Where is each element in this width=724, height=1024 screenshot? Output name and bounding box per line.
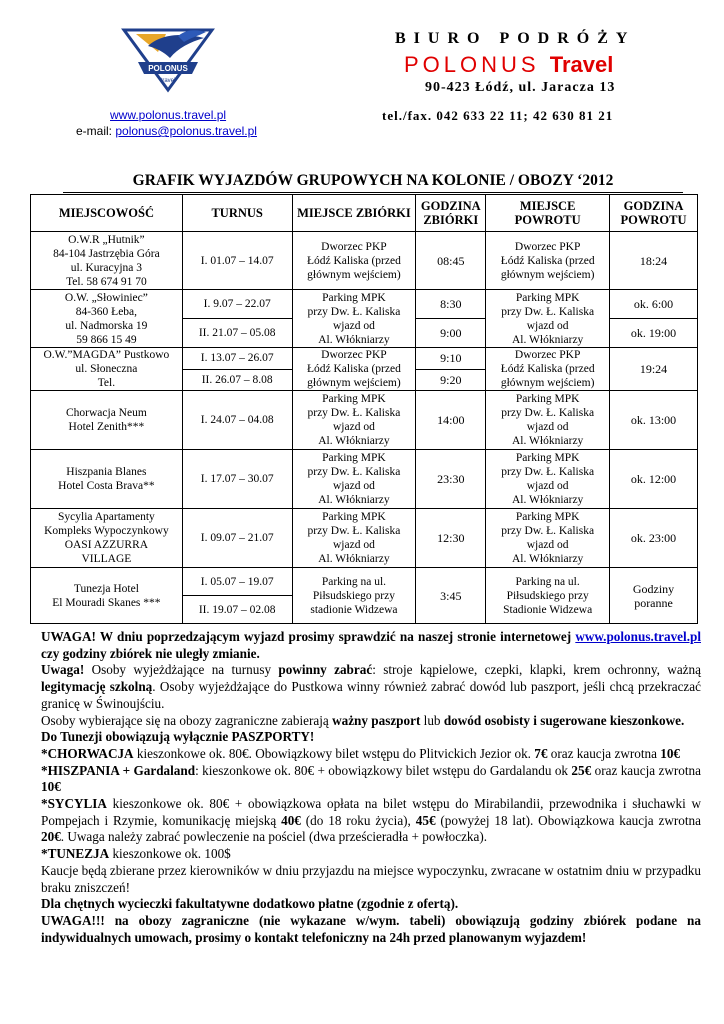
cell-time: 12:30 bbox=[416, 509, 486, 568]
cell-time: 9:00 bbox=[416, 319, 486, 348]
note-optional-trips: Dla chętnych wycieczki fakultatywne dodatkowo płatne (zgodnie z ofertą). bbox=[41, 896, 459, 912]
table-row bbox=[31, 509, 698, 568]
cell-meet: Parking MPK przy Dw. Ł. Kaliska wjazd od Al. Włókniarzy bbox=[292, 509, 416, 568]
note-check-website: UWAGA! W dniu poprzedzającym wyjazd prosimy sprawdzić na naszej stronie internetowej www.polonus.travel.pl czy godziny zbiórek nie uległy zmianie. bbox=[41, 629, 701, 661]
table-header-row bbox=[31, 195, 698, 232]
cell-return-time: ok. 23:00 bbox=[610, 509, 698, 568]
cell-meet: Parking MPK przy Dw. Ł. Kaliska wjazd od Al. Włókniarzy bbox=[292, 450, 416, 509]
telfax: tel./fax. 042 633 22 11; 42 630 81 21 bbox=[382, 108, 614, 123]
table-row bbox=[31, 232, 698, 290]
cell-turnus: I. 05.07 – 19.07 bbox=[182, 568, 292, 596]
cell-return: Parking MPK przy Dw. Ł. Kaliska wjazd od Al. Włókniarzy bbox=[486, 509, 610, 568]
col-header-time: GODZINA ZBIÓRKI bbox=[416, 195, 486, 232]
cell-place: O.W. „Słowiniec” 84-360 Łeba, ul. Nadmorska 19 59 866 15 49 bbox=[31, 290, 183, 348]
company-line1: BIURO PODRÓŻY bbox=[395, 30, 636, 47]
notes-section bbox=[41, 629, 701, 946]
cell-place: O.W.”MAGDA” Pustkowo ul. Słoneczna Tel. bbox=[31, 348, 183, 391]
cell-meet: Parking na ul. Piłsudskiego przy stadionie Widzewa bbox=[292, 568, 416, 624]
cell-return: Parking na ul. Piłsudskiego przy Stadionie Widzewa bbox=[486, 568, 610, 624]
svg-text:POLONUS: POLONUS bbox=[148, 64, 188, 73]
cell-turnus: I. 17.07 – 30.07 bbox=[182, 450, 292, 509]
email-label: e-mail: bbox=[76, 124, 113, 138]
cell-turnus: I. 9.07 – 22.07 bbox=[182, 290, 292, 319]
note-spain: *HISZPANIA + Gardaland: kieszonkowe ok. 80€ + obowiązkowy bilet wstępu do Gardalandu ok 25€ oraz kaucja zwrotna 10€ bbox=[41, 762, 701, 795]
cell-place: Sycylia Apartamenty Kompleks Wypoczynkowy OASI AZZURRA VILLAGE bbox=[31, 509, 183, 568]
company-address: 90-423 Łódź, ul. Jaracza 13 bbox=[425, 80, 616, 95]
company-name bbox=[404, 52, 613, 78]
schedule-table bbox=[30, 194, 698, 624]
cell-meet: Dworzec PKP Łódź Kaliska (przed głównym wejściem) bbox=[292, 232, 416, 290]
cell-time: 08:45 bbox=[416, 232, 486, 290]
note-tunisia-passports: Do Tunezji obowiązują wyłącznie PASZPORTY! bbox=[41, 729, 315, 745]
cell-place: Chorwacja Neum Hotel Zenith*** bbox=[31, 391, 183, 450]
cell-turnus: I. 01.07 – 14.07 bbox=[182, 232, 292, 290]
cell-place: Tunezja Hotel El Mouradi Skanes *** bbox=[31, 568, 183, 624]
cell-return-time: ok. 12:00 bbox=[610, 450, 698, 509]
table-row bbox=[31, 568, 698, 596]
cell-meet: Parking MPK przy Dw. Ł. Kaliska wjazd od Al. Włókniarzy bbox=[292, 290, 416, 348]
note-croatia: *CHORWACJA kieszonkowe ok. 80€. Obowiązkowy bilet wstępu do Plitvickich Jezior ok. 7€ oraz kaucja zwrotna 10€ bbox=[41, 745, 681, 761]
note-sicily: *SYCYLIA kieszonkowe ok. 80€ + obowiązkowa opłata na bilet wstępu do Mirabilandii, przewodnika i słuchawki w Pompejach i Rzymie, komunikację miejską 40€ (do 18 roku życia), 45€ (powyżej 18 lat). Obowiązkowa kaucja zwrotna 20€. Uwaga należy zabrać powleczenie na pościel (dwa prześcieradła + powłoczka). bbox=[41, 796, 701, 845]
table-row bbox=[31, 290, 698, 319]
cell-turnus: I. 09.07 – 21.07 bbox=[182, 509, 292, 568]
cell-return-time: ok. 19:00 bbox=[610, 319, 698, 348]
cell-time: 9:10 bbox=[416, 348, 486, 370]
cell-place: Hiszpania Blanes Hotel Costa Brava** bbox=[31, 450, 183, 509]
cell-return: Parking MPK przy Dw. Ł. Kaliska wjazd od Al. Włókniarzy bbox=[486, 391, 610, 450]
col-header-return-time: GODZINA POWROTU bbox=[610, 195, 698, 232]
cell-return-time: Godziny poranne bbox=[610, 568, 698, 624]
cell-return: Parking MPK przy Dw. Ł. Kaliska wjazd od Al. Włókniarzy bbox=[486, 290, 610, 348]
cell-time: 23:30 bbox=[416, 450, 486, 509]
col-header-place: MIEJSCOWOŚĆ bbox=[31, 195, 183, 232]
svg-text:travel: travel bbox=[160, 78, 176, 84]
cell-return-time: 18:24 bbox=[610, 232, 698, 290]
cell-time: 8:30 bbox=[416, 290, 486, 319]
note-tunisia: *TUNEZJA kieszonkowe ok. 100$ bbox=[41, 846, 231, 862]
col-header-turnus: TURNUS bbox=[182, 195, 292, 232]
cell-time: 14:00 bbox=[416, 391, 486, 450]
cell-place: O.W.R „Hutnik” 84-104 Jastrzębia Góra ul. Kuracyjna 3 Tel. 58 674 91 70 bbox=[31, 232, 183, 290]
website-link-notes[interactable]: www.polonus.travel.pl bbox=[575, 629, 701, 644]
note-foreign-camps: UWAGA!!! na obozy zagraniczne (nie wykazane w/wym. tabeli) obowiązują godziny zbiórek podane na indywidualnych umowach, prosimy o kontakt telefoniczny na 24h przed planowanym wyjazdem! bbox=[41, 912, 701, 945]
company-name-suffix: Travel bbox=[549, 52, 614, 77]
cell-turnus: II. 19.07 – 02.08 bbox=[182, 596, 292, 624]
cell-time: 9:20 bbox=[416, 369, 486, 391]
cell-turnus: II. 26.07 – 8.08 bbox=[182, 369, 292, 391]
col-header-meet: MIEJSCE ZBIÓRKI bbox=[292, 195, 416, 232]
cell-return-time: ok. 13:00 bbox=[610, 391, 698, 450]
company-logo bbox=[118, 22, 218, 94]
company-name-main: POLONUS bbox=[404, 52, 540, 77]
cell-return: Parking MPK przy Dw. Ł. Kaliska wjazd od Al. Włókniarzy bbox=[486, 450, 610, 509]
cell-return-time: ok. 6:00 bbox=[610, 290, 698, 319]
email-line bbox=[76, 124, 257, 138]
table-row bbox=[31, 348, 698, 370]
website-link[interactable]: www.polonus.travel.pl bbox=[110, 108, 227, 122]
note-documents: Osoby wybierające się na obozy zagraniczne zabierają ważny paszport lub dowód osobisty i sugerowane kieszonkowe. bbox=[41, 712, 685, 728]
page-title: GRAFIK WYJAZDÓW GRUPOWYCH NA KOLONIE / OBOZY ‘2012 bbox=[63, 172, 683, 193]
cell-turnus: I. 13.07 – 26.07 bbox=[182, 348, 292, 370]
cell-time: 3:45 bbox=[416, 568, 486, 624]
cell-meet: Dworzec PKP Łódź Kaliska (przed głównym wejściem) bbox=[292, 348, 416, 391]
cell-return: Dworzec PKP Łódź Kaliska (przed głównym wejściem) bbox=[486, 348, 610, 391]
table-row bbox=[31, 450, 698, 509]
cell-return: Dworzec PKP Łódź Kaliska (przed głównym wejściem) bbox=[486, 232, 610, 290]
cell-turnus: II. 21.07 – 05.08 bbox=[182, 319, 292, 348]
table-row bbox=[31, 391, 698, 450]
cell-return-time: 19:24 bbox=[610, 348, 698, 391]
note-what-to-bring: Uwaga! Osoby wyjeżdżające na turnusy powinny zabrać: stroje kąpielowe, czepki, klapki, krem ochronny, ważną legitymację szkolną. Osoby wyjeżdżające do Pustkowa winny również zabrać dowód lub paszport, jeśli chcą przekraczać granicę w Świnoujściu. bbox=[41, 662, 701, 711]
col-header-return: MIEJSCE POWROTU bbox=[486, 195, 610, 232]
cell-meet: Parking MPK przy Dw. Ł. Kaliska wjazd od Al. Włókniarzy bbox=[292, 391, 416, 450]
email-link[interactable]: polonus@polonus.travel.pl bbox=[115, 124, 257, 138]
note-deposits: Kaucje będą zbierane przez kierowników w dniu przyjazdu na miejsce wypoczynku, zwracane w ostatnim dniu w przypadku braku zniszczeń! bbox=[41, 862, 701, 895]
cell-turnus: I. 24.07 – 04.08 bbox=[182, 391, 292, 450]
